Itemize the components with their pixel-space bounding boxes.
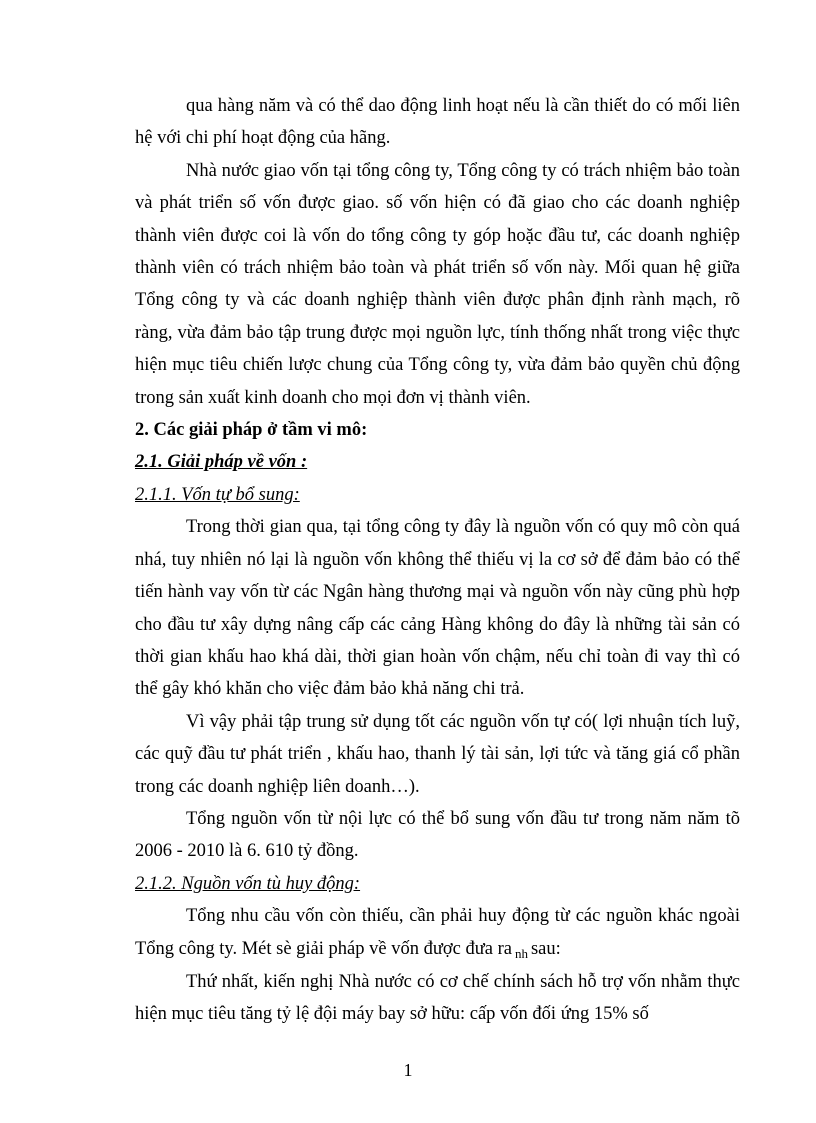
heading-section-2-1-1: 2.1.1. Vốn tự bổ sung: <box>135 484 300 505</box>
paragraph-5: Tổng nguồn vốn từ nội lực có thể bổ sung vốn đầu tư trong năm năm tõ 2006 - 2010 là 6. 610 tỷ đồng. <box>135 808 740 862</box>
paragraph-4: Vì vậy phải tập trung sử dụng tốt các nguồn vốn tự có( lợi nhuận tích luỹ, các quỹ đầu tư phát triển , khấu hao, thanh lý tài sản, lợi tức và tăng giá cổ phần trong các doanh nghiệp liên doanh…). <box>135 711 740 797</box>
heading-section-2-1-2: 2.1.2. Nguồn vốn tù huy động: <box>135 873 361 894</box>
paragraph-6 <box>135 900 740 966</box>
paragraph-6-subscript: nh <box>514 945 528 961</box>
paragraph-6-text: Tổng nhu cầu vốn còn thiếu, cần phải huy động từ các nguồn khác ngoài Tổng công ty. Mét sè giải pháp về vốn được đưa ra <box>135 906 740 959</box>
paragraph-3: Trong thời gian qua, tại tổng công ty đây là nguồn vốn có quy mô còn quá nhá, tuy nhiên nó lại là nguồn vốn không thể thiếu vị la cơ sở để đảm bảo có thể tiến hành vay vốn từ các Ngân hàng thương mại và nguồn vốn này cũng phù hợp cho đầu tư xây dựng nâng cấp các cảng Hàng không do đây là những tài sản có thời gian khấu hao khá dài, thời gian hoàn vốn chậm, nếu chỉ toàn đi vay thì có thể gây khó khăn cho việc đảm bảo khả năng chi trả. <box>135 517 740 700</box>
heading-section-2-1: 2.1. Giải pháp về vốn : <box>135 452 308 473</box>
paragraph-1: qua hàng năm và có thể dao động linh hoạt nếu là cần thiết do có mối liên hệ với chi phí hoạt động của hãng. <box>135 96 740 149</box>
heading-section-2: 2. Các giải pháp ở tầm vi mô: <box>135 420 368 441</box>
page-content <box>135 90 740 1031</box>
page-number: 1 <box>403 1060 413 1080</box>
paragraph-6-tail: sau: <box>530 938 561 959</box>
paragraph-2: Nhà nước giao vốn tại tổng công ty, Tổng công ty có trách nhiệm bảo toàn và phát triển số vốn được giao. số vốn hiện có đã giao cho các doanh nghiệp thành viên được coi là vốn do tổng công ty góp hoặc đầu tư, các doanh nghiệp thành viên có trách nhiệm bảo toàn và phát triển số vốn này. Mối quan hệ giữa Tổng công ty và các doanh nghiệp thành viên được phân định rành mạch, rõ ràng, vừa đảm bảo tập trung được mọi nguồn lực, tính thống nhất trong việc thực hiện mục tiêu chiến lược chung của Tổng công ty, vừa đảm bảo quyền chủ động trong sản xuất kinh doanh cho mọi đơn vị thành viên. <box>135 160 740 408</box>
paragraph-7: Thứ nhất, kiến nghị Nhà nước có cơ chế chính sách hỗ trợ vốn nhằm thực hiện mục tiêu tăng tỷ lệ đội máy bay sở hữu: cấp vốn đối ứng 15% số <box>135 971 740 1025</box>
